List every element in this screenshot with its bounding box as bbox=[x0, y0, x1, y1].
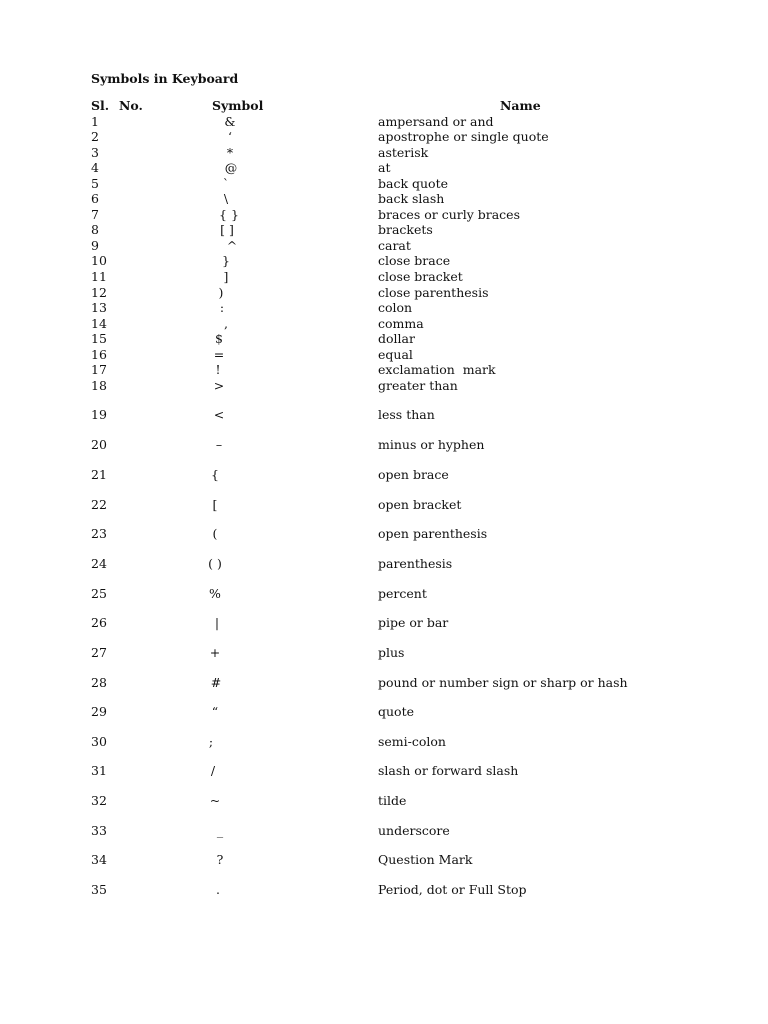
table-row bbox=[0, 347, 768, 363]
row-symbol: ^ bbox=[226, 238, 238, 253]
table-row bbox=[0, 823, 768, 839]
row-symbol: , bbox=[224, 316, 228, 331]
table-row bbox=[0, 882, 768, 898]
row-name: less than bbox=[378, 407, 435, 422]
row-number: 19 bbox=[91, 407, 107, 422]
table-row bbox=[0, 207, 768, 223]
row-symbol: @ bbox=[224, 160, 238, 175]
row-number: 17 bbox=[91, 362, 107, 377]
row-number: 29 bbox=[91, 704, 107, 719]
table-row bbox=[0, 300, 768, 316]
row-symbol: = bbox=[213, 347, 225, 362]
table-row bbox=[0, 467, 768, 483]
row-number: 31 bbox=[91, 763, 107, 778]
row-name: equal bbox=[378, 347, 413, 362]
row-symbol: ) bbox=[218, 285, 224, 300]
row-number: 1 bbox=[91, 114, 99, 129]
row-symbol: { bbox=[211, 467, 219, 482]
table-row bbox=[0, 253, 768, 269]
header-symbol: Symbol bbox=[212, 98, 264, 113]
row-symbol: _ bbox=[216, 823, 224, 838]
row-name: percent bbox=[378, 586, 427, 601]
row-symbol: – bbox=[215, 437, 223, 452]
row-symbol: [ bbox=[212, 497, 218, 512]
row-name: back slash bbox=[378, 191, 445, 206]
row-number: 25 bbox=[91, 586, 107, 601]
row-name: braces or curly braces bbox=[378, 207, 520, 222]
row-symbol: * bbox=[226, 145, 234, 160]
row-number: 10 bbox=[91, 253, 107, 268]
row-name: plus bbox=[378, 645, 405, 660]
row-symbol: ] bbox=[223, 269, 229, 284]
table-row bbox=[0, 160, 768, 176]
row-name: dollar bbox=[378, 331, 415, 346]
table-row bbox=[0, 269, 768, 285]
row-name: open parenthesis bbox=[378, 526, 488, 541]
row-symbol: ( bbox=[212, 526, 218, 541]
header-name: Name bbox=[500, 98, 541, 113]
row-name: minus or hyphen bbox=[378, 437, 485, 452]
row-number: 11 bbox=[91, 269, 107, 284]
row-name: Question Mark bbox=[378, 852, 473, 867]
row-number: 26 bbox=[91, 615, 107, 630]
table-row bbox=[0, 763, 768, 779]
row-number: 18 bbox=[91, 378, 107, 393]
table-row bbox=[0, 675, 768, 691]
row-symbol: > bbox=[213, 378, 225, 393]
row-name: ampersand or and bbox=[378, 114, 494, 129]
row-name: slash or forward slash bbox=[378, 763, 519, 778]
row-number: 3 bbox=[91, 145, 99, 160]
row-number: 12 bbox=[91, 285, 107, 300]
row-symbol: $ bbox=[215, 331, 223, 346]
row-number: 4 bbox=[91, 160, 99, 175]
row-symbol: < bbox=[213, 407, 225, 422]
table-row bbox=[0, 437, 768, 453]
table-row bbox=[0, 497, 768, 513]
row-name: greater than bbox=[378, 378, 458, 393]
row-name: close bracket bbox=[378, 269, 463, 284]
table-row bbox=[0, 191, 768, 207]
row-symbol: % bbox=[209, 586, 221, 601]
row-number: 9 bbox=[91, 238, 99, 253]
table-row bbox=[0, 331, 768, 347]
table-row bbox=[0, 145, 768, 161]
row-name: brackets bbox=[378, 222, 433, 237]
row-symbol: [ ] bbox=[220, 222, 234, 237]
row-symbol: “ bbox=[211, 704, 219, 719]
row-number: 27 bbox=[91, 645, 107, 660]
row-symbol: / bbox=[210, 763, 216, 778]
table-row bbox=[0, 645, 768, 661]
table-row bbox=[0, 222, 768, 238]
row-number: 30 bbox=[91, 734, 107, 749]
table-row bbox=[0, 316, 768, 332]
table-row bbox=[0, 526, 768, 542]
row-name: comma bbox=[378, 316, 424, 331]
table-row bbox=[0, 129, 768, 145]
table-row bbox=[0, 734, 768, 750]
row-name: semi-colon bbox=[378, 734, 446, 749]
row-name: quote bbox=[378, 704, 414, 719]
row-number: 8 bbox=[91, 222, 99, 237]
row-number: 13 bbox=[91, 300, 107, 315]
row-symbol: } bbox=[222, 253, 230, 268]
table-row bbox=[0, 556, 768, 572]
row-symbol: ` bbox=[222, 176, 230, 191]
row-number: 16 bbox=[91, 347, 107, 362]
row-symbol: . bbox=[216, 882, 220, 897]
table-row bbox=[0, 176, 768, 192]
header-no: No. bbox=[119, 98, 143, 113]
row-name: exclamation mark bbox=[378, 362, 496, 377]
row-number: 22 bbox=[91, 497, 107, 512]
row-name: tilde bbox=[378, 793, 407, 808]
row-number: 20 bbox=[91, 437, 107, 452]
row-name: open brace bbox=[378, 467, 449, 482]
row-number: 34 bbox=[91, 852, 107, 867]
table-row bbox=[0, 407, 768, 423]
row-name: carat bbox=[378, 238, 411, 253]
row-name: at bbox=[378, 160, 391, 175]
row-name: back quote bbox=[378, 176, 449, 191]
row-symbol: { } bbox=[219, 207, 239, 222]
row-symbol: & bbox=[224, 114, 236, 129]
row-symbol: ; bbox=[208, 734, 214, 749]
row-number: 2 bbox=[91, 129, 99, 144]
table-row bbox=[0, 704, 768, 720]
row-name: pound or number sign or sharp or hash bbox=[378, 675, 628, 690]
row-number: 35 bbox=[91, 882, 107, 897]
row-number: 21 bbox=[91, 467, 107, 482]
document-title: Symbols in Keyboard bbox=[91, 71, 239, 86]
row-number: 6 bbox=[91, 191, 99, 206]
row-number: 32 bbox=[91, 793, 107, 808]
row-symbol: ( ) bbox=[208, 556, 222, 571]
row-name: underscore bbox=[378, 823, 450, 838]
row-number: 24 bbox=[91, 556, 107, 571]
table-row bbox=[0, 238, 768, 254]
row-name: colon bbox=[378, 300, 413, 315]
row-symbol: ~ bbox=[209, 793, 221, 808]
row-symbol: | bbox=[214, 615, 220, 630]
row-symbol: ! bbox=[215, 362, 221, 377]
row-number: 33 bbox=[91, 823, 107, 838]
row-symbol: : bbox=[219, 300, 225, 315]
table-row bbox=[0, 362, 768, 378]
row-number: 14 bbox=[91, 316, 107, 331]
row-name: close parenthesis bbox=[378, 285, 489, 300]
header-sl: Sl. bbox=[91, 98, 110, 113]
table-row bbox=[0, 285, 768, 301]
row-symbol: # bbox=[210, 675, 222, 690]
row-name: parenthesis bbox=[378, 556, 453, 571]
row-name: Period, dot or Full Stop bbox=[378, 882, 527, 897]
table-row bbox=[0, 114, 768, 130]
row-number: 7 bbox=[91, 207, 99, 222]
row-name: apostrophe or single quote bbox=[378, 129, 549, 144]
row-symbol: ‘ bbox=[228, 129, 232, 144]
row-name: asterisk bbox=[378, 145, 429, 160]
table-row bbox=[0, 793, 768, 809]
row-number: 5 bbox=[91, 176, 99, 191]
table-row bbox=[0, 852, 768, 868]
row-name: open bracket bbox=[378, 497, 462, 512]
table-row bbox=[0, 586, 768, 602]
row-symbol: \ bbox=[223, 191, 229, 206]
row-name: pipe or bar bbox=[378, 615, 449, 630]
row-symbol: + bbox=[209, 645, 221, 660]
row-number: 15 bbox=[91, 331, 107, 346]
row-symbol: ? bbox=[216, 852, 224, 867]
row-number: 28 bbox=[91, 675, 107, 690]
table-row bbox=[0, 615, 768, 631]
table-row bbox=[0, 378, 768, 394]
row-number: 23 bbox=[91, 526, 107, 541]
row-name: close brace bbox=[378, 253, 451, 268]
